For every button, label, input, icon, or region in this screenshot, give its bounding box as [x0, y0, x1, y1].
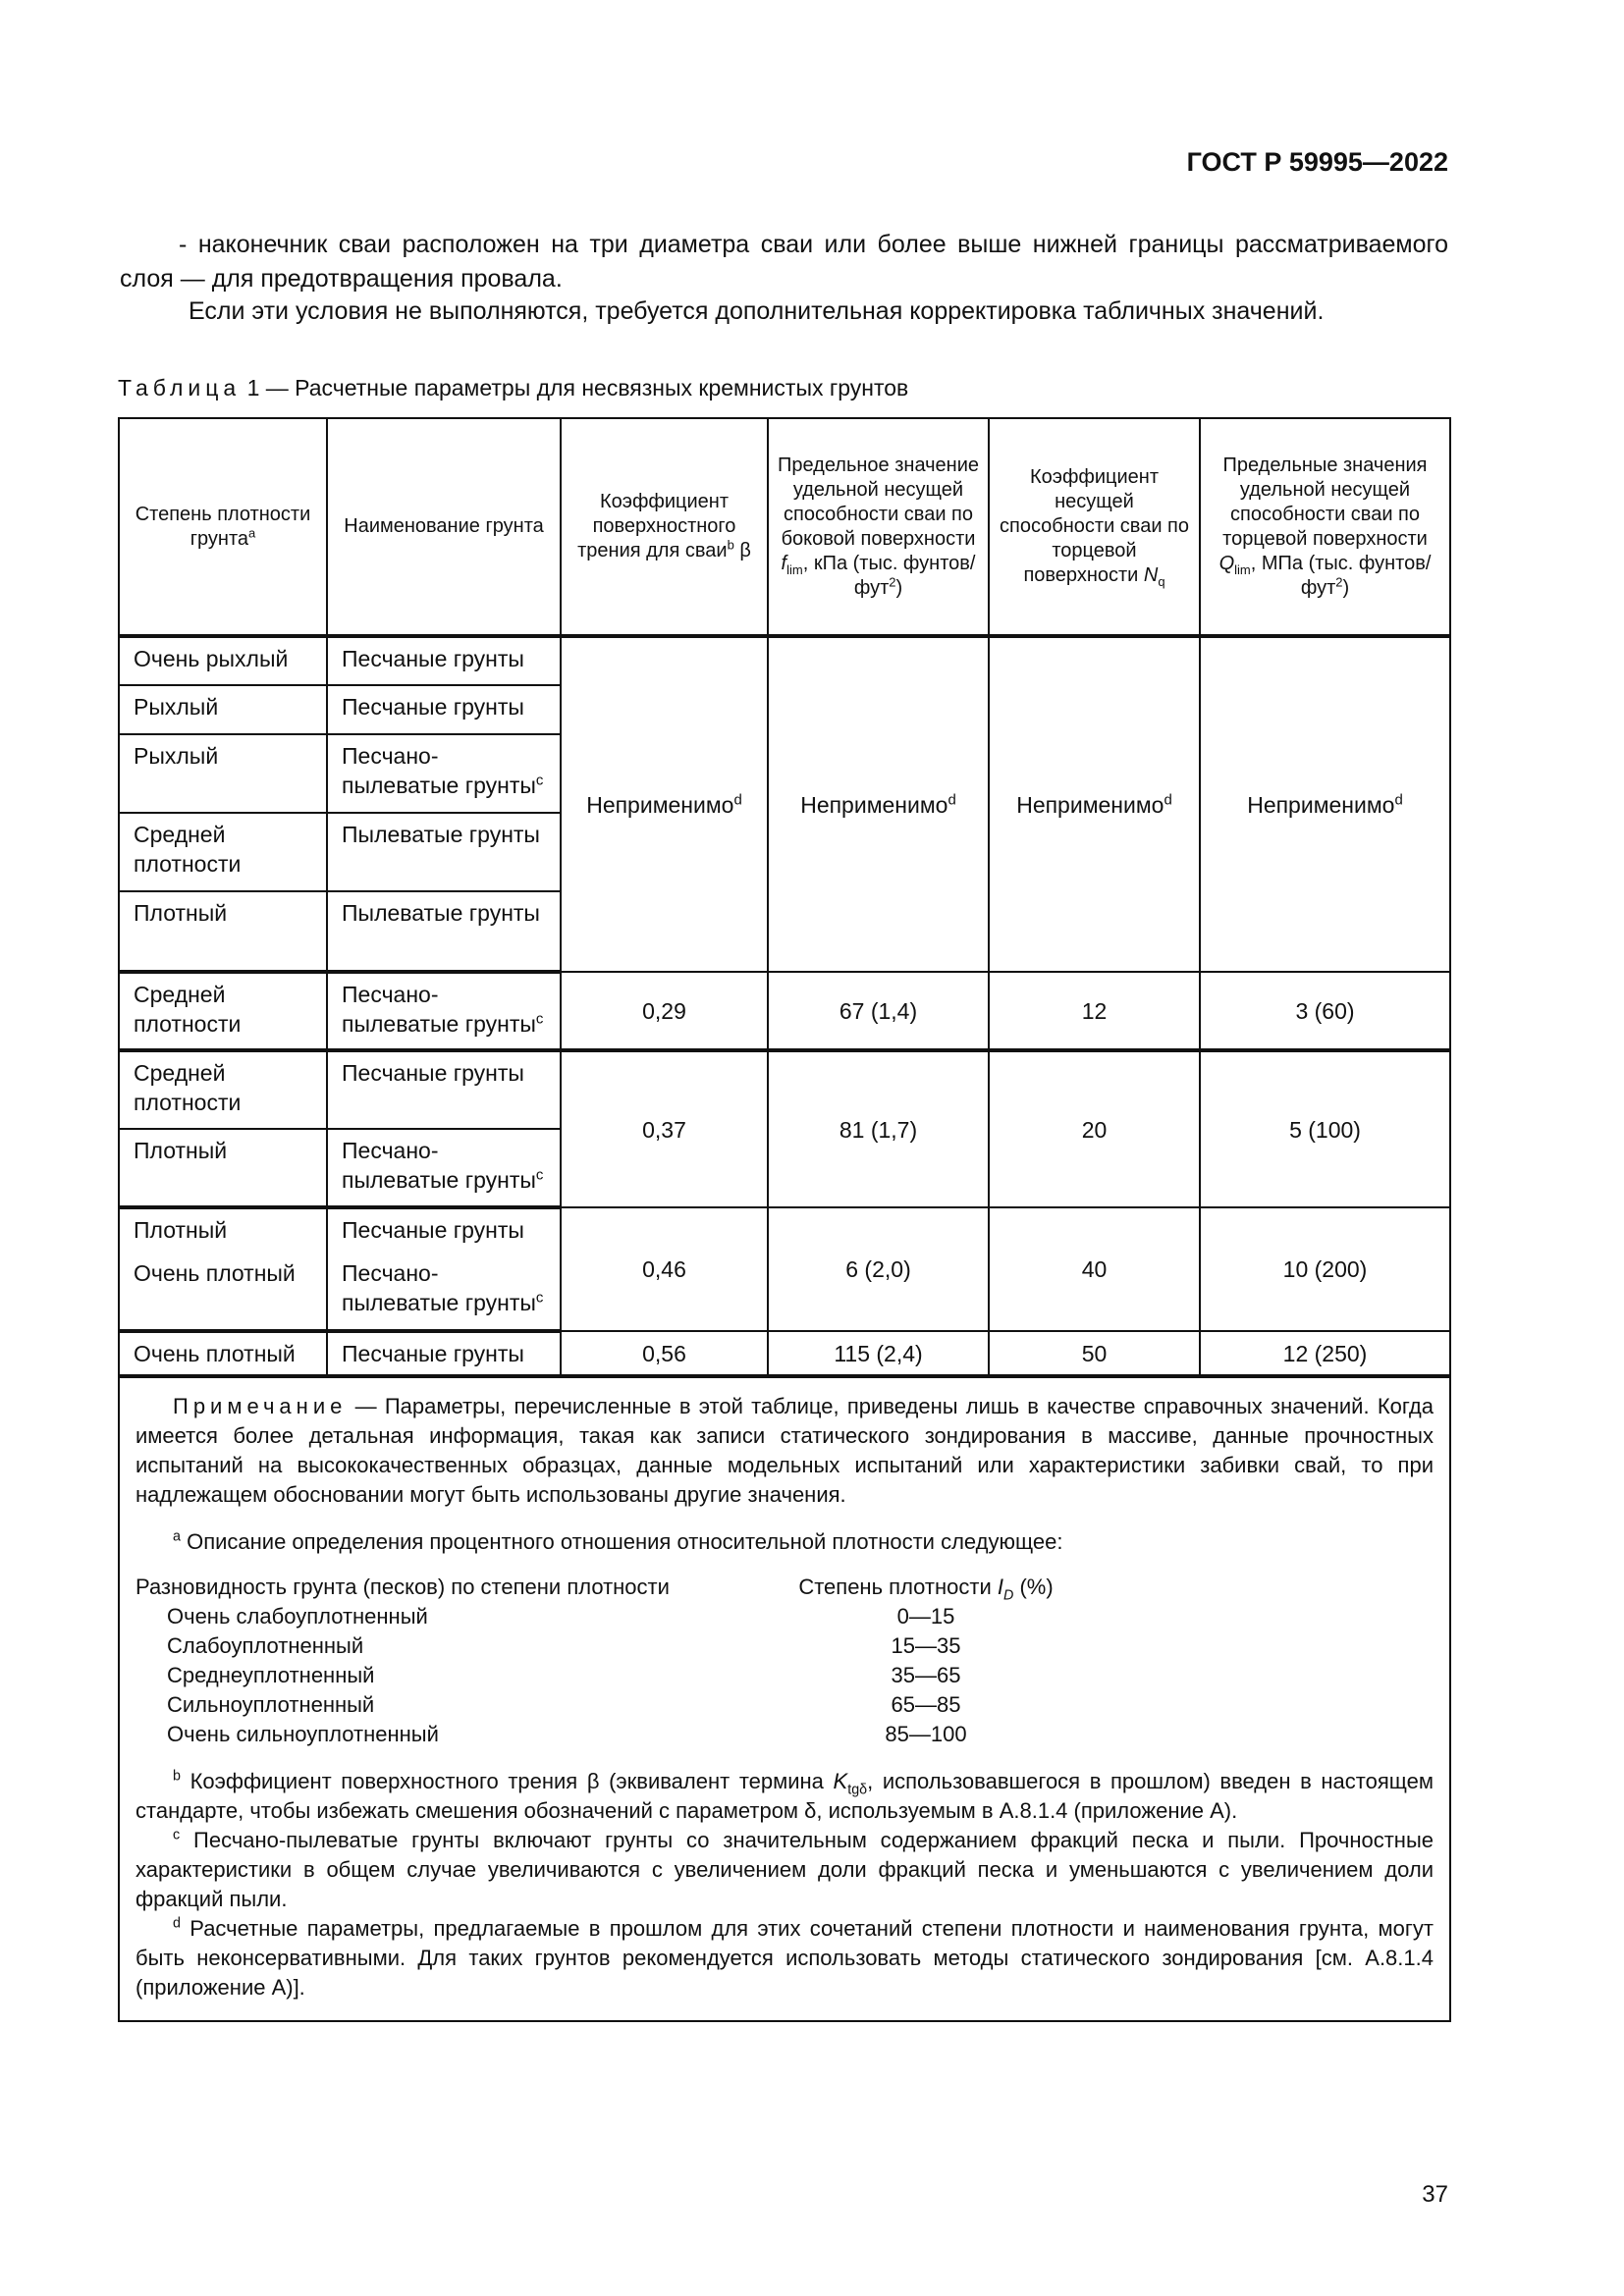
- cell-density: Рыхлый: [119, 685, 327, 734]
- cell-density: Плотный: [119, 1207, 327, 1253]
- table-notes: [119, 1376, 1450, 2021]
- cell-q: 10 (200): [1200, 1207, 1450, 1331]
- cell-density: Плотный: [119, 1129, 327, 1207]
- cell-q: 12 (250): [1200, 1331, 1450, 1376]
- table-row: [119, 1050, 1450, 1129]
- footnote-c: $^c$ Песчано-пылеватые грунты включают грунты со значительным содержанием фракций песка и пыли. Прочностные характеристики в общем случае увеличиваются с увеличением доли фракций песка и уменьшаются с увеличением доли фракций пыли.: [135, 1827, 1434, 1911]
- cell-f: 67 (1,4): [768, 972, 989, 1050]
- standard-designation: ГОСТ Р 59995—2022: [1186, 147, 1448, 177]
- cell-beta-na: Неприменимо$^d$: [561, 636, 768, 972]
- cell-soil: Песчано-пылеватые грунты$^c$: [327, 1129, 561, 1207]
- cell-soil: Песчаные грунты: [327, 1207, 561, 1253]
- table-row: [119, 636, 1450, 685]
- cell-density: Средней плотности: [119, 1050, 327, 1129]
- intro-paragraph-1: - наконечник сваи расположен на три диаметра сваи или более выше нижней границы рассматриваемого слоя — для предотвращения провала.: [120, 231, 1448, 293]
- table-row: [119, 972, 1450, 1050]
- cell-beta: 0,46: [561, 1207, 768, 1331]
- density-class-row: Очень слабоуплотненный 0—15: [167, 1604, 955, 1629]
- cell-nq: 12: [989, 972, 1200, 1050]
- cell-soil: Песчаные грунты: [327, 1050, 561, 1129]
- cell-soil: Песчаные грунты: [327, 685, 561, 734]
- cell-soil: Пылеватые грунты: [327, 891, 561, 972]
- cell-beta: 0,56: [561, 1331, 768, 1376]
- cell-soil: Песчано-пылеватые грунты$^c$: [327, 734, 561, 813]
- cell-f: 115 (2,4): [768, 1331, 989, 1376]
- table-notes-row: [119, 1376, 1450, 2021]
- table-row: [119, 1207, 1450, 1253]
- table-caption: [118, 375, 908, 401]
- cell-q: 3 (60): [1200, 972, 1450, 1050]
- cell-density: Очень плотный: [119, 1331, 327, 1376]
- footnote-b: $^b$ Коэффициент поверхностного трения β (эквивалент термина $K_{tg\delta}$, использовавшегося в прошлом) введен в настоящем стандарте, чтобы избежать смешения обозначений с параметром δ, используемым в А.8.1.4 (приложение А).: [135, 1768, 1434, 1823]
- cell-f-na: Неприменимо$^d$: [768, 636, 989, 972]
- cell-soil: Песчаные грунты: [327, 636, 561, 685]
- density-classification: [135, 1573, 1434, 1749]
- cell-density: Средней плотности: [119, 972, 327, 1050]
- table-caption-title: 1 — Расчетные параметры для несвязных кремнистых грунтов: [246, 375, 909, 400]
- table-header-row: [119, 418, 1450, 636]
- cell-density: Средней плотности: [119, 813, 327, 891]
- cell-soil: Песчано-пылеватые грунты$^c$: [327, 972, 561, 1050]
- cell-beta: 0,37: [561, 1050, 768, 1207]
- table-row: [119, 1331, 1450, 1376]
- header-soil-name: Наименование грунта: [327, 418, 561, 636]
- cell-soil: Песчаные грунты: [327, 1331, 561, 1376]
- density-class-row: Среднеуплотненный 35—65: [167, 1663, 961, 1687]
- page-number: 37: [1422, 2181, 1448, 2208]
- cell-density: Очень плотный: [119, 1253, 327, 1331]
- intro-paragraph-2: Если эти условия не выполняются, требуется дополнительная корректировка табличных значений.: [189, 297, 1325, 325]
- cell-nq-na: Неприменимо$^d$: [989, 636, 1200, 972]
- density-class-row: Слабоуплотненный 15—35: [167, 1633, 961, 1658]
- cell-nq: 20: [989, 1050, 1200, 1207]
- cell-density: Плотный: [119, 891, 327, 972]
- density-classification-header: Разновидность грунта (песков) по степени плотности Степень плотности $I_D$ (%): [135, 1575, 1054, 1604]
- cell-f: 6 (2,0): [768, 1207, 989, 1331]
- cell-density: Рыхлый: [119, 734, 327, 813]
- cell-nq: 40: [989, 1207, 1200, 1331]
- header-density: Степень плотности грунта$^a$: [119, 418, 327, 636]
- cell-q: 5 (100): [1200, 1050, 1450, 1207]
- footnote-a: $^a$ Описание определения процентного отношения относительной плотности следующее:: [173, 1528, 1063, 1554]
- header-friction: Коэффициент поверхностного трения для сваи$^b$ β: [561, 418, 768, 636]
- header-end-resistance: Предельные значения удельной несущей способности сваи по торцевой поверхности $Q_{lim}$, МПа (тыс. фунтов/фут$^2$): [1200, 418, 1450, 636]
- cell-density: Очень рыхлый: [119, 636, 327, 685]
- cell-beta: 0,29: [561, 972, 768, 1050]
- cell-soil: Песчано-пылеватые грунты$^c$: [327, 1253, 561, 1331]
- density-class-row: Очень сильноуплотненный 85—100: [167, 1722, 967, 1746]
- cell-f: 81 (1,7): [768, 1050, 989, 1207]
- density-class-row: Сильноуплотненный 65—85: [167, 1692, 961, 1717]
- footnote-d: $^d$ Расчетные параметры, предлагаемые в прошлом для этих сочетаний степени плотности и наименования грунта, могут быть неконсервативными. Для таких грунтов рекомендуется использовать методы статического зондирования [см. А.8.1.4 (приложение А)].: [135, 1915, 1434, 2000]
- cell-soil: Пылеватые грунты: [327, 813, 561, 891]
- table-caption-word: Таблица: [118, 375, 242, 400]
- cell-nq: 50: [989, 1331, 1200, 1376]
- header-side-resistance: Предельное значение удельной несущей способности сваи по боковой поверхности $f_{lim}$, кПа (тыс. фунтов/фут$^2$): [768, 418, 989, 636]
- cell-q-na: Неприменимо$^d$: [1200, 636, 1450, 972]
- table-note: Примечание — Параметры, перечисленные в этой таблице, приведены лишь в качестве справочных значений. Когда имеется более детальная информация, такая как записи статического зондирования в массиве, данные прочностных испытаний на высококачественных образцах, данные модельных испытаний или характеристики забивки свай, то при надлежащем обосновании могут быть использованы другие значения.: [135, 1394, 1434, 1507]
- soil-parameters-table: [118, 417, 1451, 2022]
- header-end-factor: Коэффициент несущей способности сваи по торцевой поверхности $N_q$: [989, 418, 1200, 636]
